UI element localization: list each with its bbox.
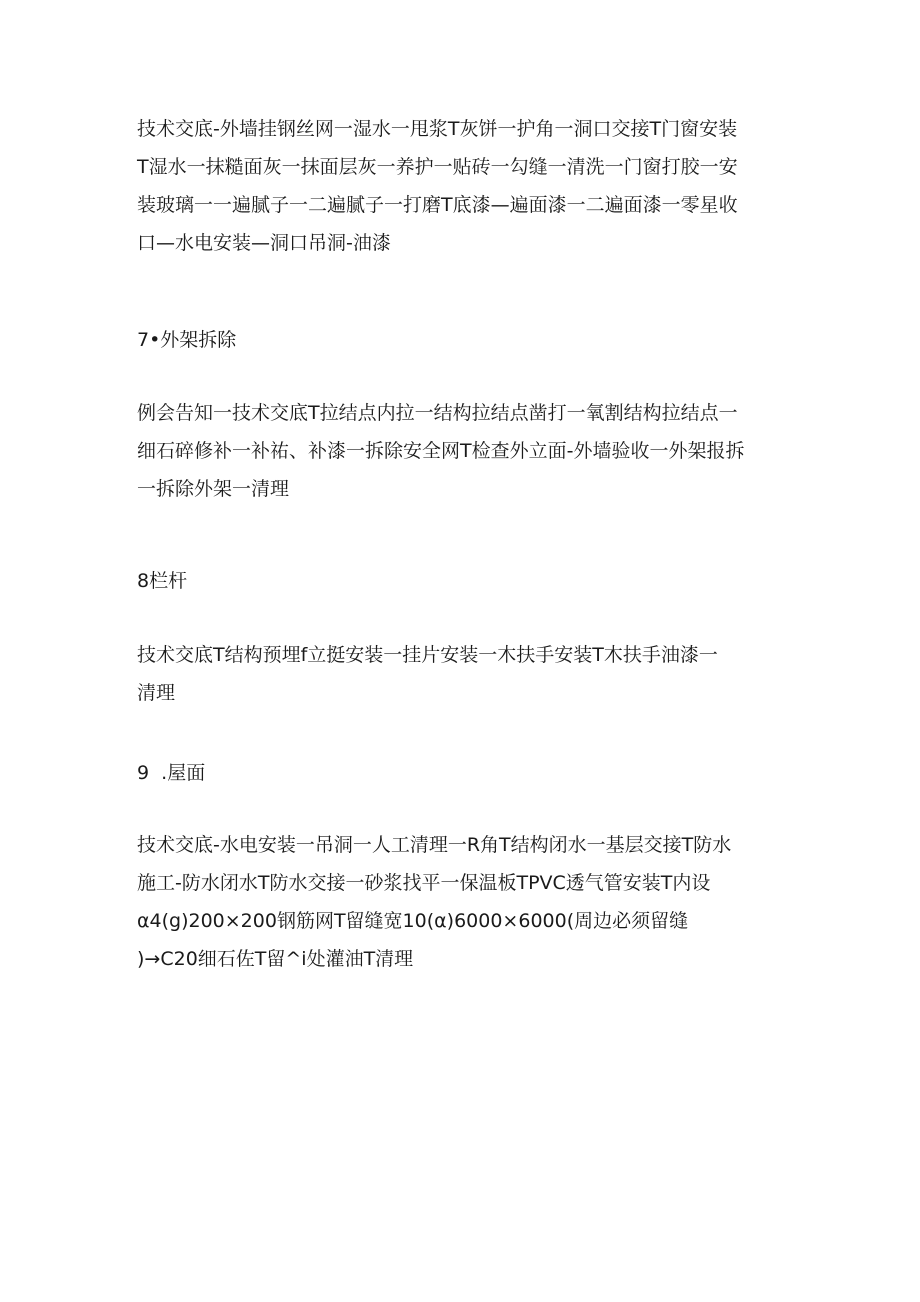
- paragraph-roof: [137, 826, 797, 978]
- section-heading-7: 7•外架拆除: [137, 329, 237, 351]
- section-heading-9: 9 .屋面: [137, 762, 206, 784]
- paragraph-railing: [137, 636, 797, 712]
- section-heading-8: 8栏杆: [137, 570, 188, 592]
- paragraph-line: )→C20细石佐T留^i处灌油T清理: [137, 948, 414, 970]
- paragraph-scaffold-removal: [137, 394, 797, 508]
- paragraph-line: 装玻璃一一遍腻子一二遍腻子一打磨T底漆—遍面漆一二遍面漆一零星收: [137, 194, 738, 216]
- paragraph-line: 口—水电安装—洞口吊洞-油漆: [137, 232, 391, 254]
- paragraph-line: 清理: [137, 682, 176, 704]
- paragraph-line: α4(g)200×200钢筋网T留缝宽10(α)6000×6000(周边必须留缝: [137, 910, 689, 932]
- paragraph-line: 技术交底-外墙挂钢丝网一湿水一甩浆T灰饼一护角一洞口交接T门窗安装: [137, 118, 738, 140]
- paragraph-line: 细石碎修补一补祐、补漆一拆除安全网T检查外立面-外墙验收一外架报拆: [137, 440, 745, 462]
- paragraph-line: T湿水一抹糙面灰一抹面层灰一养护一贴砖一勾缝一清洗一门窗打胶一安: [137, 156, 738, 178]
- paragraph-line: 施工-防水闭水T防水交接一砂浆找平一保温板TPVC透气管安装T内设: [137, 872, 711, 894]
- paragraph-line: 技术交底-水电安装一吊洞一人工清理一R角T结构闭水一基层交接T防水: [137, 834, 732, 856]
- paragraph-exterior-wall: [137, 110, 797, 262]
- paragraph-line: 技术交底T结构预埋f立挺安装一挂片安装一木扶手安装T木扶手油漆一: [137, 644, 718, 666]
- paragraph-line: 例会告知一技术交底T拉结点内拉一结构拉结点凿打一氧割结构拉结点一: [137, 402, 738, 424]
- paragraph-line: 一拆除外架一清理: [137, 478, 290, 500]
